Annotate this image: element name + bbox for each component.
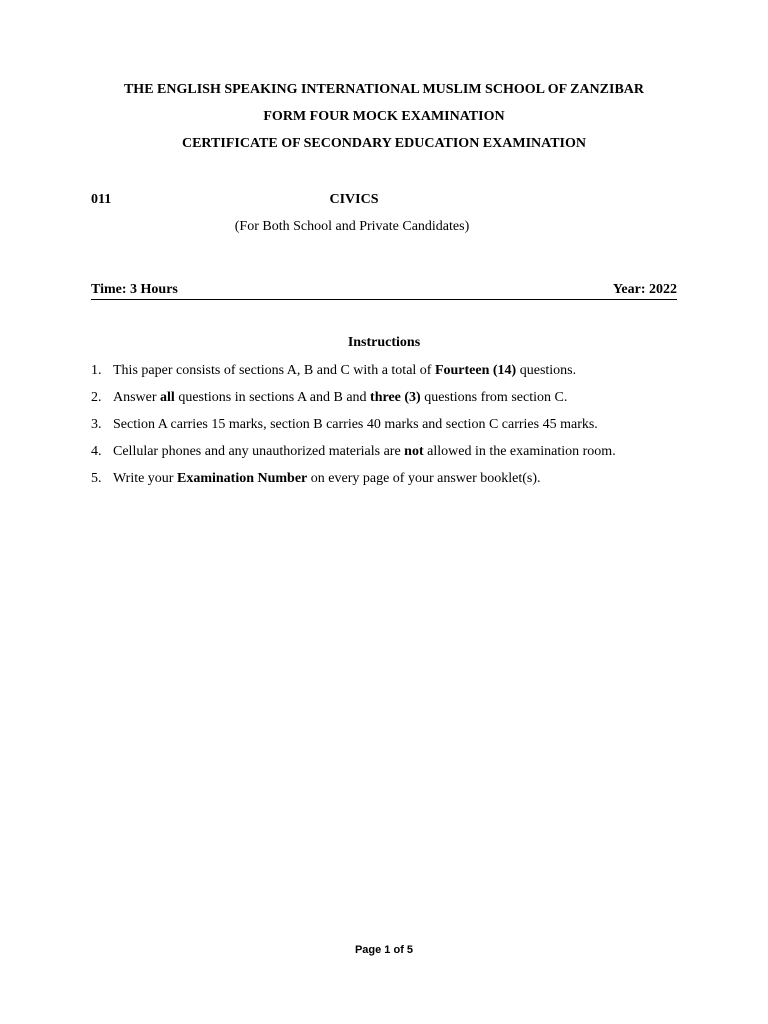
instruction-emphasis: not (404, 444, 424, 459)
instruction-text-part: allowed in the examination room. (423, 444, 616, 459)
instruction-text-part: Answer (113, 390, 161, 405)
instruction-text-part: questions from section C. (420, 390, 568, 405)
instruction-text-part: Write your (113, 471, 177, 486)
instruction-text (113, 470, 541, 487)
instruction-emphasis: Fourteen (14) (434, 363, 517, 378)
instruction-item (91, 443, 691, 470)
instruction-emphasis: all (160, 390, 175, 405)
instructions-list (91, 362, 691, 497)
instruction-text-part: on every page of your answer booklet(s). (307, 471, 541, 486)
school-name: THE ENGLISH SPEAKING INTERNATIONAL MUSLIM SCHOOL OF ZANZIBAR (123, 82, 645, 97)
instruction-number: 5. (91, 471, 102, 486)
instruction-text (113, 416, 598, 433)
instruction-item (91, 362, 691, 389)
instruction-text-part: This paper consists of sections A, B and C with a total of (113, 363, 435, 378)
instruction-text-part: Cellular phones and any unauthorized materials are (113, 444, 405, 459)
instruction-emphasis: Examination Number (176, 471, 308, 486)
instruction-text (113, 443, 616, 460)
time-allowed: Time: 3 Hours (91, 282, 178, 297)
exam-title: FORM FOUR MOCK EXAMINATION (263, 109, 505, 124)
paper-code: 011 (91, 192, 112, 207)
instruction-text (113, 362, 576, 379)
instruction-text-part: questions. (516, 363, 577, 378)
subject-name: CIVICS (329, 192, 379, 207)
instruction-number: 3. (91, 417, 102, 432)
instruction-number: 1. (91, 363, 102, 378)
instruction-emphasis: three (3) (370, 390, 421, 405)
time-year-row (91, 282, 677, 300)
exam-year: Year: 2022 (612, 282, 677, 297)
instruction-text-part: questions in sections A and B and (174, 390, 371, 405)
instruction-text-part: Section A carries 15 marks, section B carries 40 marks and section C carries 45 marks. (113, 417, 598, 432)
instruction-item (91, 389, 691, 416)
instruction-number: 4. (91, 444, 102, 459)
instruction-item (91, 470, 691, 497)
certificate-title: CERTIFICATE OF SECONDARY EDUCATION EXAMINATION (181, 136, 586, 151)
page-number: Page 1 of 5 (354, 944, 414, 956)
candidates-note: (For Both School and Private Candidates) (234, 219, 470, 234)
instruction-item (91, 416, 691, 443)
instructions-title: Instructions (347, 335, 421, 350)
instruction-number: 2. (91, 390, 102, 405)
instruction-text (113, 389, 567, 406)
